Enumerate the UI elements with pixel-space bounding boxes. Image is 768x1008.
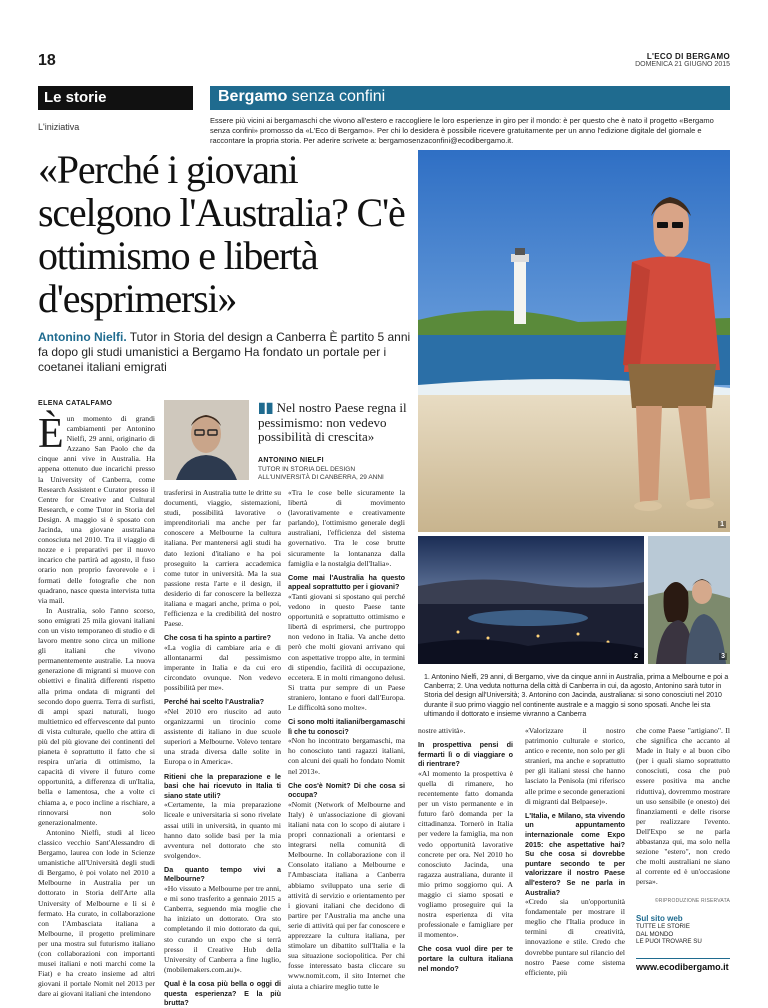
question: Che cosa vuol dire per te portare la cultura italiana nel mondo? [418, 944, 513, 973]
website-link[interactable]: www.ecodibergamo.it [636, 962, 729, 972]
answer: «Non ho incontrato bergamaschi, ma ho conosciuto tanti ragazzi italiani, con alcuni dei quali ho fondato Nomit nel 2013». [288, 736, 405, 776]
article-column-2 [164, 488, 281, 1008]
answer: che come Paese "artigiano". Il che significa che accanto al Made in Italy e al buon cibo (per i quali siamo soprattutto conosciuti, cosa che può essere positiva ma anche riduttiva), dovremmo mostrare un uso sensibile (e onesto) dei finanziamenti e delle risorse per realizzare l'evento. Dell'Expo se ne parla abbastanza qui, ma solo nella sezione "estero", non credo che molti australiani ne siano al corrente ed è un'occasione persa». [636, 726, 730, 887]
article-column-6 [636, 726, 730, 896]
photo-caption: 1. Antonino Nielfi, 29 anni, di Bergamo, vive da cinque anni in Australia, prima a Melbourne e poi a Canberra; 2. Una veduta notturna della città di Canberra in cui, da agosto, Antonino sarà tutor in Storia del design all'Università; 3. Antonino con Jacinda, australiana: si sono conosciuti nel 2010 durante il suo primo viaggio nel continente australe e a maggio si sono sposati. Anche lei sta ultimando il dottorato e insieme vivranno a Canberra [424, 674, 729, 718]
answer: «Nel 2010 ero riuscito ad auto organizzarmi un tirocinio come assistente di italiano in due scuole superiori a Melbourne. Volevo tentare una strada diversa dalle solite in Europa o in America». [164, 706, 281, 767]
article-column-3 [288, 488, 405, 991]
question: L'Italia, e Milano, sta vivendo un appuntamento internazionale come Expo 2015: che aspettative hai? Su che cosa si dovrebbe puntare secondo te per valorizzare il nostro Paese all'estero? Se ne parla in Australia? [525, 810, 625, 897]
paragraph: Antonino Nielfi, studi al liceo classico vecchio Sant'Alessandro di Bergamo, laurea con lode in Scienze umanistiche all'Università degli studi di Bergamo, è poi volato nel 2010 a Melbourne in Australia per un dottorato in Storia dell'Arte alla University of Melbourne e lì si è fermato. Ha curato, in collaborazione con l'Ambasciata italiana a Melbourne, il progetto preliminare per una mostra sul futurismo italiano (con collaborazioni con importanti musei italiani e noti marchi come la Fiat) e ha creato insieme ad altri giovani il portale Nomit nel 2013 per dare ai giovani italiani che intendono [38, 827, 155, 999]
photo-beach-lighthouse [418, 150, 730, 532]
pull-quote [258, 400, 408, 445]
question: Da quanto tempo vivi a Melbourne? [164, 864, 281, 884]
project-intro: Essere più vicini ai bergamaschi che vivono all'estero e raccogliere le loro esperienze in giro per il mondo: è per questo che è nato il progetto «Bergamo senza confini» promosso da «L'Eco di Bergamo». Per chi lo desidera è possibile ricevere gratuitamente per un anno l'edizione digitale del giornale e raccontare la propria storia. Per aderire scrivete a: bergamosenzaconfini@ecodibergamo.it. [210, 116, 714, 145]
answer: «Certamente, la mia preparazione liceale e universitaria si sono rivelate assai utili in università, in quanto mi hanno dato solide basi per la mia avventura nel dottorato che sto svolgendo». [164, 800, 281, 860]
answer: nostre attività». [418, 726, 466, 735]
answer: «Credo sia un'opportunità fondamentale per mostrare il meglio che l'Italia produce in termini di creatività, innovazione e stile. Credo che dovrebbe puntare sul rilancio del nostro Paese come sistema efficiente, più [525, 897, 625, 977]
photo-couple [648, 536, 730, 664]
headline: «Perché i giovani scelgono l'Australia? C'è ottimismo e libertà d'esprimersi» [38, 147, 405, 321]
question: Come mai l'Australia ha questo appeal soprattutto per i giovani? [288, 572, 405, 592]
web-promo-line: DAL MONDO [636, 930, 674, 938]
page-number: 18 [38, 52, 56, 69]
question: Che cosa ti ha spinto a partire? [164, 633, 272, 643]
subhead-text: Tutor in Storia del design a Canberra È partito 5 anni fa dopo gli studi umanistici a Bergamo Ha fondato un portale per i coetanei italiani emigrati [38, 330, 411, 374]
topic-light: senza confini [287, 88, 386, 105]
paragraph: trasferirsi in Australia tutte le dritte su documenti, viaggio, sistemazioni, studi, possibilità lavorative o imprenditoriali ma anche per far conoscere a Melbourne la cultura italiana. Per mantenersi agli studi ha dato lezioni d'italiano e ha poi proseguito la carriera accademica come tutor in università. Ma la sua passione resta l'arte e il design, il desiderio di far conoscere la bellezza italiana e magari anche, prima o poi, l'efficienza e la credibilità del nostro Paese. [164, 488, 281, 629]
web-promo-line: LE PUOI TROVARE SU [636, 938, 702, 945]
question: Perché hai scelto l'Australia? [164, 697, 264, 707]
web-promo-title: Sul sito web [636, 914, 683, 923]
divider [636, 958, 730, 959]
quote-marks-icon: ▮▮ [258, 399, 274, 415]
answer: «Tanti giovani si spostano qui perché vedono in questo Paese tante opportunità e soprattutto ottimismo e libertà di esprimersi, che purtroppo non vedono in Italia. Va anche detto però che molti giovani arrivano qui con aspettative troppo alte, in termini di stipendio, facilità di occupazione, eccetera. E in molti rimangono delusi. Si tratta pur sempre di un Paese straniero, lontano e fuori dall'Europa. Le difficoltà sono molte». [288, 591, 405, 712]
answer: «Ho vissuto a Melbourne per tre anni, e mi sono trasferito a gennaio 2015 a Canberra, seguendo mia moglie che ha iniziato un dottorato. Ora sto completando il mio dottorato da qui, sto curando un expo che si terrà presso il Creative Hub della University of Canberra a fine luglio, (mobilemakers.com.au)». [164, 884, 281, 974]
topic-banner [210, 86, 730, 110]
question: Qual è la cosa più bella o oggi di questa esperienza? E la più brutta? [164, 978, 281, 1008]
pull-quote-text: Nel nostro Paese regna il pessimismo: non vedevo possibilità di crescita» [258, 400, 407, 444]
pull-quote-role: TUTOR IN STORIA DEL DESIGN ALL'UNIVERSITÀ DI CANBERRA, 29 ANNI [258, 466, 384, 481]
byline: ELENA CATALFAMO [38, 400, 113, 407]
issue-date: DOMENICA 21 GIUGNO 2015 [635, 61, 730, 68]
article-column-4 [418, 726, 513, 973]
drop-cap: È [38, 411, 64, 457]
photo-number-3: 3 [721, 653, 725, 660]
section-label: Le storie [38, 86, 193, 110]
paragraph [38, 411, 155, 606]
paragraph: In Australia, solo l'anno scorso, sono emigrati 25 mila giovani italiani con un visto temporaneo di studio e di lavoro mentre sono circa un milione gli italiani che vivono permanentemente australie. La nuova generazione di migranti si muove con obiettivi e finalità differenti rispetto alla prima ondata di migranti del secondo dopo guerra. Terra di surfisti, di ampi spazi naturali, luogo multietnico ed effervescente dal punto di vista culturale, quello che attira di più del più giovane dei continenti del pianeta è soprattutto il fatto che si respira un'aria di ottimismo, la capacità di vivere il futuro come opportunità, a differenza di un'Italia, bella e lamentosa, che a volte ci chiama a, e poco incline a rischiare, a rinnovarsi non solo generazionalmente. [38, 605, 155, 827]
question: Ritieni che la preparazione e le basi che hai ricevuto in Italia ti siano state utili? [164, 771, 281, 800]
web-promo-line: TUTTE LE STORIE [636, 923, 690, 930]
kicker: L'iniziativa [38, 122, 80, 132]
answer: «Tra le cose belle sicuramente la libertà di movimento (lavorativamente e creativamente parlando), l'ottimismo generale degli australiani, l'efficienza del sistema governativo. Tra le cose brutte sicuramente la lontananza dalla famiglia e la nostalgia dell'Italia». [288, 488, 405, 568]
answer: «La voglia di cambiare aria e di allontanarmi dal pessimismo imperante in Italia e da cui ero circondato ovunque. Non vedevo possibilità per me». [164, 642, 281, 693]
pull-quote-name: ANTONINO NIELFI [258, 457, 324, 464]
article-column-5 [525, 726, 625, 977]
subheadline [38, 330, 418, 375]
web-promo [636, 914, 730, 946]
photo-number-2: 2 [634, 653, 638, 660]
copyright-notice: ©RIPRODUZIONE RISERVATA [654, 898, 730, 904]
answer: «Valorizzare il nostro patrimonio culturale e storico, antico e recente, non solo per gli stranieri, ma anche e soprattutto per gli italiani stessi che hanno lasciato la Penisola (mi riferisco alle prime e seconde generazioni di migranti dal Belpaese)». [525, 726, 625, 806]
question: Ci sono molti italiani/bergamaschi lì che tu conosci? [288, 717, 405, 736]
topic-bold: Bergamo [218, 88, 288, 105]
paragraph-text: un momento di grandi cambiamenti per Antonino Nielfi, 29 anni, originario di Azzano San Paolo che da cinque anni vive in Australia. Ha appena ottenuto due incarichi presso la University of Canberra, come Research Assistent e Curator presso il Centre for Creative and Cultural Research, e come Tutor in Storia del Design. A maggio si è sposato con Jacinda, una giovane australiana conosciuta nel 2010. Tra il viaggio di nozze e i preparativi per il nuovo incarico che partirà ad agosto, il fuso orario non proprio favorevole e i formati delle fotografie che non quadrano, nasce questa intervista tutta via mail. [38, 414, 155, 605]
article-column-1 [38, 411, 155, 999]
portrait-photo [164, 400, 249, 480]
answer: «Nomit (Network of Melbourne and Italy) è un'associazione di giovani italiani nata con lo scopo di aiutare i propri connazionali a orientarsi e integrarsi nella comunità di Melbourne. In collaborazione con il Consolato italiano a Melbourne e l'Ambasciata italiana a Canberra abbiamo sviluppato una serie di attività di servizio e orientamento per i giovani italiani che decidono di partire per l'Australia ma anche una serie di attività qui per far conoscere e apprezzare la cultura italiana, per stimolare un dibattito sull'Italia e la sua situazione sociopolitica. Per chi fosse interessato basta cliccare su www.nomit.com, il sito Internet che aiuta a chiarire meglio tutte le [288, 799, 405, 991]
question: Che cos'è Nomit? Di che cosa si occupa? [288, 780, 405, 800]
subhead-name: Antonino Nielfi. [38, 330, 127, 344]
answer: «Al momento la prospettiva è quella di rimanere, ho recentemente fatto domanda per un visto permanente e in futuro farò domanda per la cittadinanza. Tornerò in Italia per vedere la famiglia, ma non vedo opportunità lavorative concrete per ora. Nel 2010 ho conosciuto Jacinda, una ragazza australiana, durante il mio primo soggiorno qui. A maggio ci siamo sposati e vogliamo proseguire qui la nostra esperienza di vita professionale e famigliare per il momento». [418, 768, 513, 940]
photo-canberra-night [418, 536, 644, 664]
masthead [635, 52, 730, 68]
photo-number-1: 1 [720, 521, 724, 528]
newspaper-name: L'ECO DI BERGAMO [646, 52, 730, 61]
question: In prospettiva pensi di fermarti lì o di viaggiare o di rientrare? [418, 740, 513, 769]
